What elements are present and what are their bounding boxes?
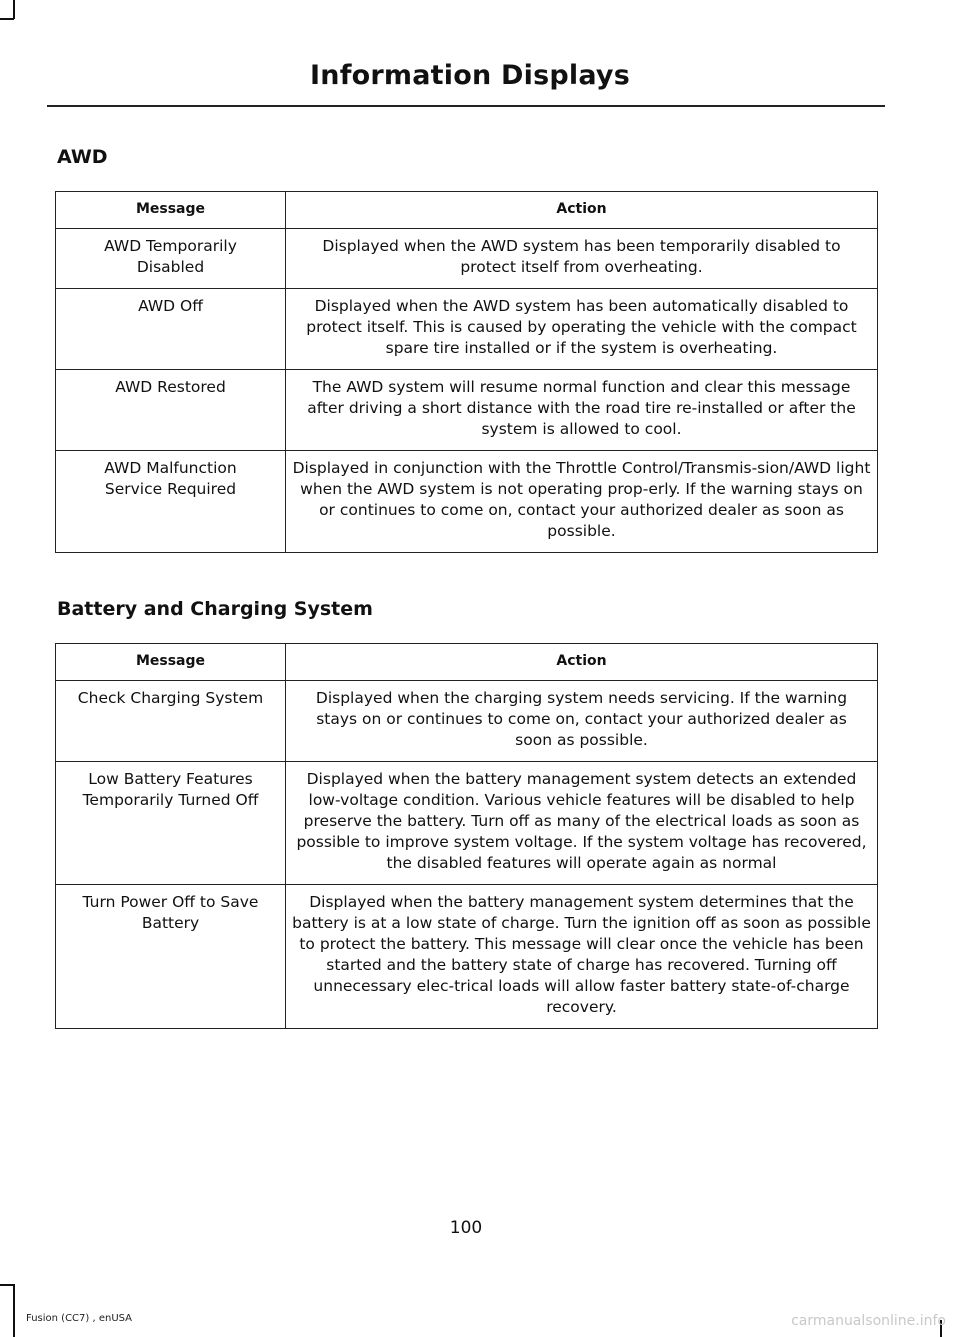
message-cell: Turn Power Off to Save Battery — [56, 885, 286, 1029]
watermark: carmanualsonline.info — [791, 1313, 946, 1329]
section-title-battery-charging: Battery and Charging System — [57, 598, 373, 620]
crop-mark-bottom-left-horizontal — [0, 1284, 14, 1286]
table-row — [56, 681, 878, 762]
crop-mark-top-left-horizontal — [0, 18, 14, 20]
crop-mark-top-left-vertical — [13, 0, 15, 19]
header-divider — [47, 105, 885, 107]
message-cell: AWD Off — [56, 289, 286, 370]
action-cell: The AWD system will resume normal function and clear this message after driving a short distance with the road tire re-installed or after the system is allowed to cool. — [286, 370, 878, 451]
table-row — [56, 762, 878, 885]
table-row — [56, 451, 878, 553]
message-cell: AWD Restored — [56, 370, 286, 451]
column-header-message: Message — [56, 192, 286, 229]
awd-message-table — [55, 191, 878, 553]
table-row — [56, 370, 878, 451]
table-row — [56, 885, 878, 1029]
page-number: 100 — [449, 1218, 483, 1238]
column-header-action: Action — [286, 644, 878, 681]
action-cell: Displayed when the AWD system has been temporarily disabled to protect itself from overheating. — [286, 229, 878, 289]
section-title-awd: AWD — [57, 146, 108, 168]
action-cell: Displayed when the battery management system determines that the battery is at a low state of charge. Turn the ignition off as soon as possible to protect the battery. This message will clear once the vehicle has been started and the battery state of charge has recovered. Turning off unnecessary elec-trical loads will allow faster battery state-of-charge recovery. — [286, 885, 878, 1029]
message-cell: AWD Malfunction Service Required — [56, 451, 286, 553]
action-cell: Displayed when the charging system needs servicing. If the warning stays on or continues to come on, contact your authorized dealer as soon as possible. — [286, 681, 878, 762]
action-cell: Displayed when the AWD system has been automatically disabled to protect itself. This is caused by operating the vehicle with the compact spare tire installed or if the system is overheating. — [286, 289, 878, 370]
table-header-row — [56, 644, 878, 681]
crop-mark-bottom-left-vertical — [13, 1284, 15, 1337]
message-cell: Low Battery Features Temporarily Turned Off — [56, 762, 286, 885]
action-cell: Displayed in conjunction with the Throttle Control/Transmis-sion/AWD light when the AWD system is not operating prop-erly. If the warning stays on or continues to come on, contact your authorized dealer as soon as possible. — [286, 451, 878, 553]
table-row — [56, 289, 878, 370]
table-row — [56, 229, 878, 289]
message-cell: Check Charging System — [56, 681, 286, 762]
message-cell: AWD Temporarily Disabled — [56, 229, 286, 289]
action-cell: Displayed when the battery management system detects an extended low-voltage condition. Various vehicle features will be disabled to help preserve the battery. Turn off as many of the electrical loads as soon as possible to improve system voltage. If the system voltage has recovered, the disabled features will operate again as normal — [286, 762, 878, 885]
column-header-action: Action — [286, 192, 878, 229]
page-header-title: Information Displays — [310, 60, 630, 91]
footer-model-info: Fusion (CC7) , enUSA — [26, 1313, 133, 1324]
battery-message-table — [55, 643, 878, 1029]
table-header-row — [56, 192, 878, 229]
column-header-message: Message — [56, 644, 286, 681]
